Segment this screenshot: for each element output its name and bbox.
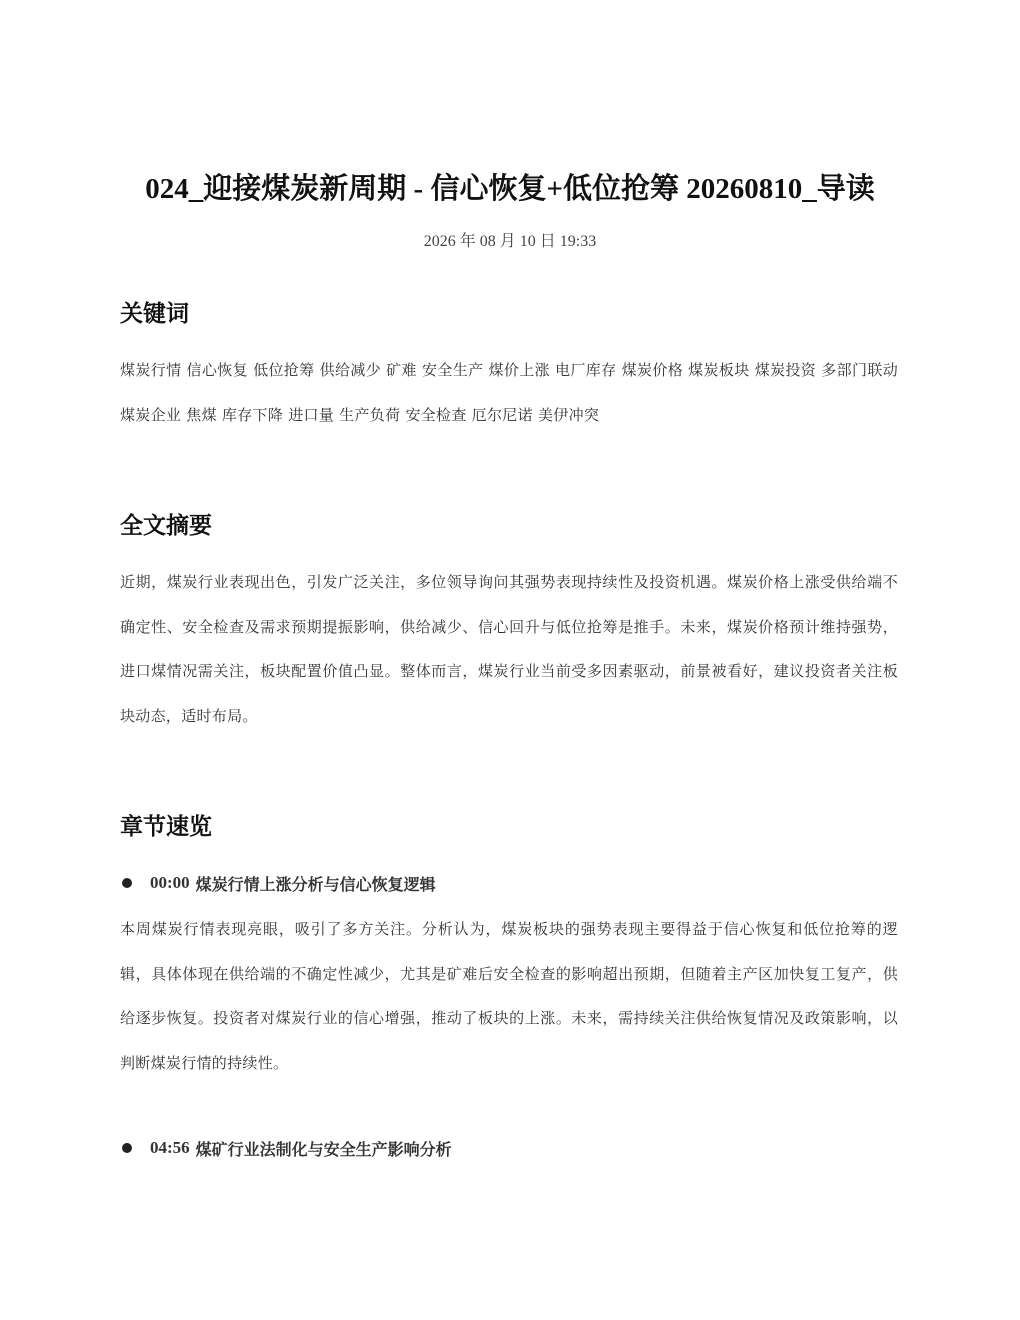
chapter-item [120, 868, 898, 898]
document-date: 2026 年 08 月 10 日 19:33 [423, 233, 597, 250]
chapters-heading: 章节速览 [120, 814, 212, 840]
chapter-title: 煤炭行情上涨分析与信心恢复逻辑 [195, 874, 436, 894]
keywords-heading: 关键词 [120, 301, 189, 327]
bullet-icon [122, 1143, 132, 1153]
bullet-icon [122, 878, 132, 888]
summary-heading: 全文摘要 [120, 513, 212, 539]
chapter-title: 煤矿行业法制化与安全生产影响分析 [195, 1139, 452, 1159]
chapter-time: 04:56 [150, 1138, 190, 1157]
chapter-time: 00:00 [150, 873, 190, 892]
chapter-item [120, 1133, 898, 1163]
keywords-text: 煤炭行情 信心恢复 低位抢筹 供给减少 矿难 安全生产 煤价上涨 电厂库存 煤炭价格 煤炭板块 煤炭投资 多部门联动 煤炭企业 焦煤 库存下降 进口量 生产负荷 安全检查 厄尔尼诺 美伊冲突 [120, 361, 898, 424]
summary-text: 近期，煤炭行业表现出色，引发广泛关注，多位领导询问其强势表现持续性及投资机遇。煤炭价格上涨受供给端不确定性、安全检查及需求预期提振影响，供给减少、信心回升与低位抢筹是推手。未来，煤炭价格预计维持强势，进口煤情况需关注，板块配置价值凸显。整体而言，煤炭行业当前受多因素驱动，前景被看好，建议投资者关注板块动态，适时布局。 [120, 573, 898, 725]
chapter-text: 本周煤炭行情表现亮眼，吸引了多方关注。分析认为，煤炭板块的强势表现主要得益于信心恢复和低位抢筹的逻辑，具体体现在供给端的不确定性减少，尤其是矿难后安全检查的影响超出预期，但随着主产区加快复工复产，供给逐步恢复。投资者对煤炭行业的信心增强，推动了板块的上涨。未来，需持续关注供给恢复情况及政策影响，以判断煤炭行情的持续性。 [120, 920, 898, 1072]
document-title: 024_迎接煤炭新周期 - 信心恢复+低位抢筹 20260810_导读 [145, 173, 875, 206]
